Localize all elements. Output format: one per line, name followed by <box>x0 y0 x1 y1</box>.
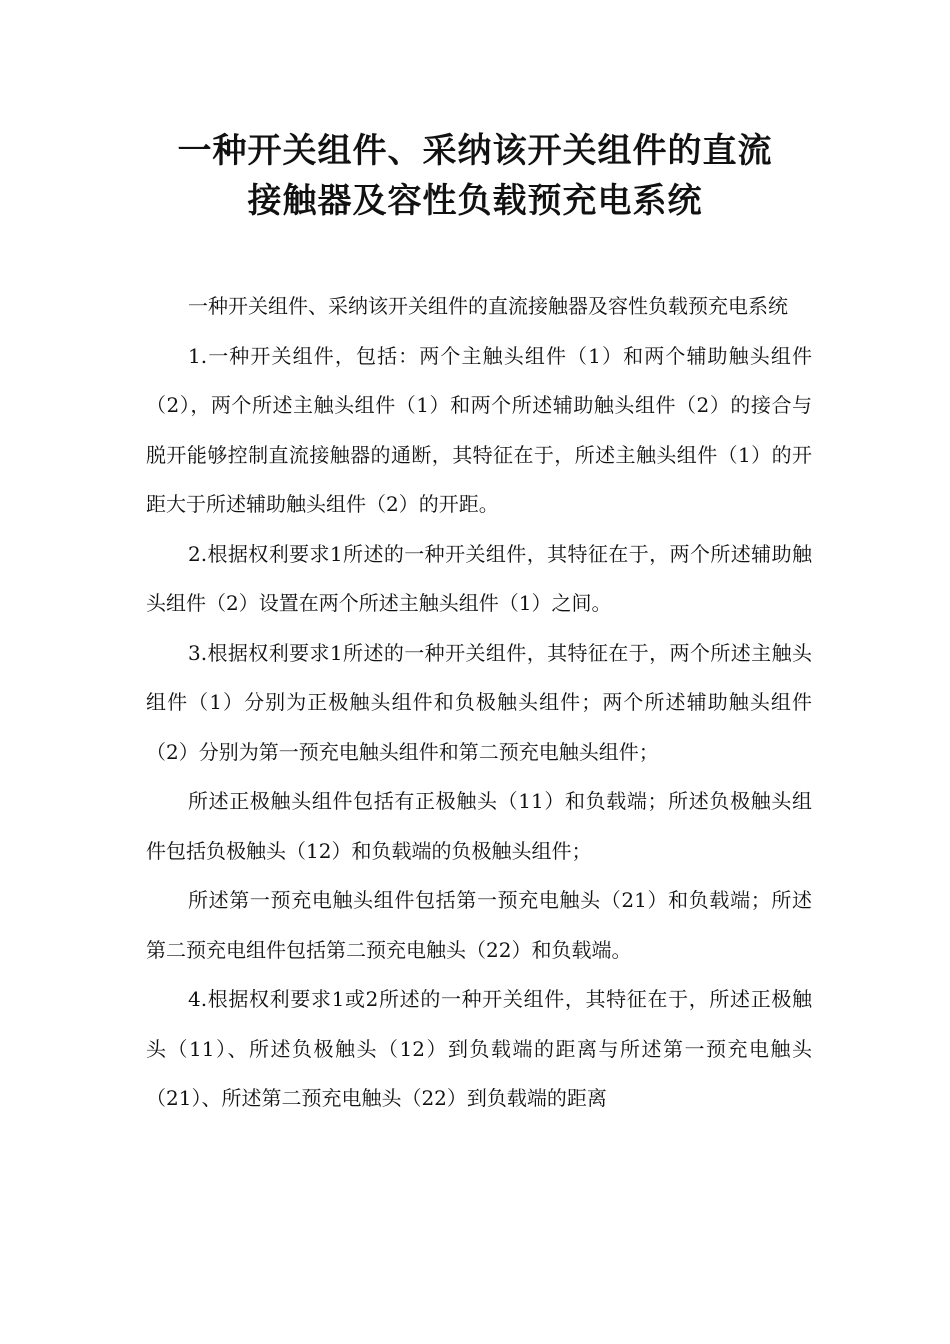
paragraph-claim-3-precharge: 所述第一预充电触头组件包括第一预充电触头（21）和负载端；所述第二预充电组件包括第二预充电触头（22）和负载端。 <box>146 888 812 962</box>
paragraph-heading: 一种开关组件、采纳该开关组件的直流接触器及容性负载预充电系统 <box>188 294 788 318</box>
title-line-1: 一种开关组件、采纳该开关组件的直流 <box>177 131 773 171</box>
document-title <box>100 126 850 226</box>
paragraph-claim-3-positive-negative: 所述正极触头组件包括有正极触头（11）和负载端；所述负极触头组件包括负极触头（12）和负载端的负极触头组件； <box>146 789 812 863</box>
paragraph-claim-4: 4.根据权利要求1或2所述的一种开关组件，其特征在于，所述正极触头（11）、所述负极触头（12）到负载端的距离与所述第一预充电触头（21）、所述第二预充电触头（22）到负载端的距离 <box>146 987 812 1110</box>
paragraph-claim-3: 3.根据权利要求1所述的一种开关组件，其特征在于，两个所述主触头组件（1）分别为正极触头组件和负极触头组件；两个所述辅助触头组件（2）分别为第一预充电触头组件和第二预充电触头组件； <box>146 640 812 764</box>
paragraph-claim-1: 1.一种开关组件，包括：两个主触头组件（1）和两个辅助触头组件（2），两个所述主触头组件（1）和两个所述辅助触头组件（2）的接合与脱开能够控制直流接触器的通断，其特征在于，所述主触头组件（1）的开距大于所述辅助触头组件（2）的开距。 <box>146 343 812 516</box>
title-line-2: 接触器及容性负载预充电系统 <box>247 181 703 221</box>
document-body <box>146 282 812 1124</box>
paragraph-claim-2: 2.根据权利要求1所述的一种开关组件，其特征在于，两个所述辅助触头组件（2）设置在两个所述主触头组件（1）之间。 <box>146 541 812 615</box>
